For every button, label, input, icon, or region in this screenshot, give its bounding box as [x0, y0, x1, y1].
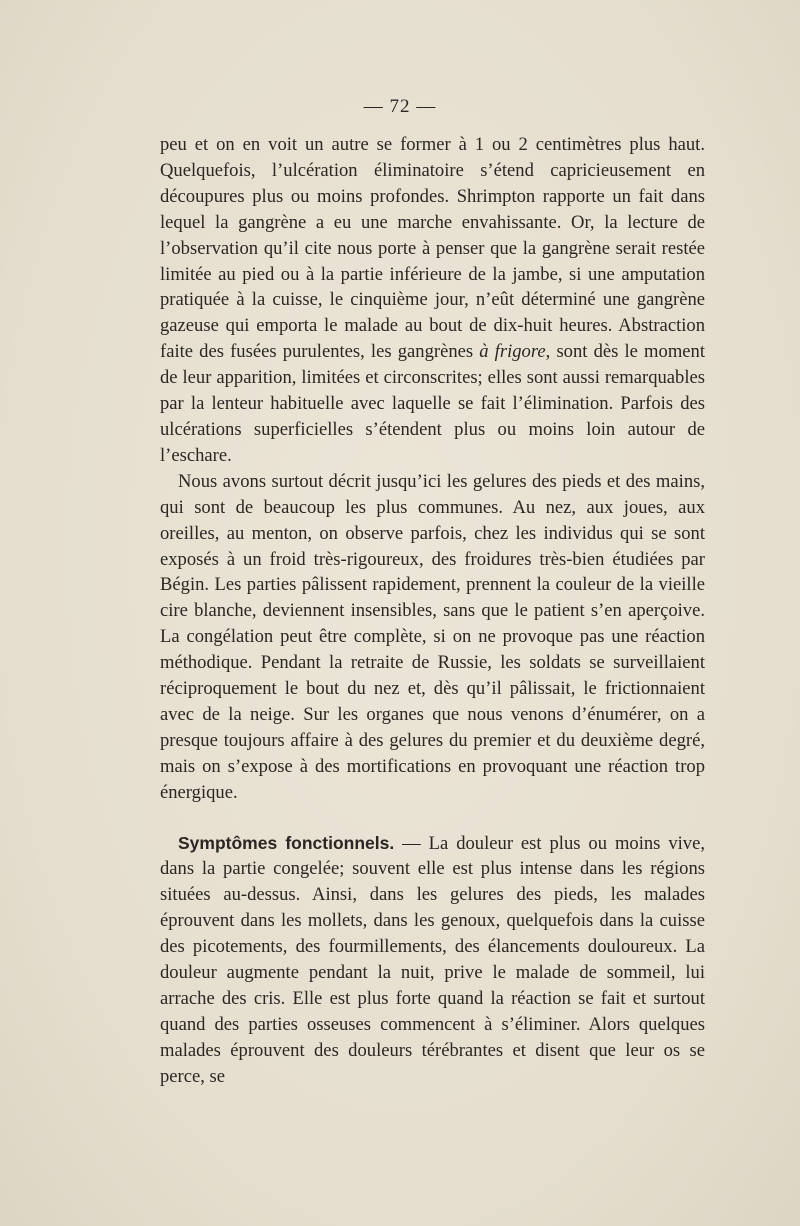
paragraph-face-gelures: Nous avons surtout décrit jusqu’ici les gelures des pieds et des mains, qui sont de beaucoup les plus communes. Au nez, aux joues, aux oreilles, au menton, on observe parfois, chez les individus qui se sont exposés à un froid très-rigoureux, des froidures très-bien étudiées par Bégin. Les parties pâlissent rapidement, prennent la couleur de la vieille cire blanche, deviennent insensibles, sans que le patient s’en aperçoive. La congélation peut être complète, si on ne provoque pas une réaction méthodique. Pendant la retraite de Russie, les soldats se surveillaient réciproquement le bout du nez et, dès qu’il pâlissait, le frictionnaient avec de la neige. Sur les organes que nous venons d’énumérer, on a presque toujours affaire à des gelures du premier et du deuxième degré, mais on s’expose à des mortifications en provoquant une réaction trop énergique.: [160, 470, 705, 803]
paragraph-gap: [160, 806, 705, 831]
page-body: [160, 132, 705, 1090]
section-body: — La douleur est plus ou moins vive, dans la partie congelée; souvent elle est plus intense dans les régions situées au-dessus. Ainsi, dans les gelures des pieds, les malades éprouvent dans les mollets, dans les genoux, quelquefois dans la cuisse des picotements, des fourmillements, des élancements douloureux. La douleur augmente pendant la nuit, prive le malade de sommeil, lui arrache des cris. Elle est plus forte quand la réaction se fait et surtout quand des parties osseuses commencent à s’éliminer. Alors quelques malades éprouvent des douleurs térébrantes et disent que leur os se perce, se: [160, 832, 705, 1087]
latin-term: à frigore: [479, 341, 546, 363]
paragraph-symptomes: [160, 831, 705, 1090]
page-number: — 72 —: [363, 96, 437, 117]
section-heading: Symptômes fonctionnels.: [178, 832, 395, 853]
paragraph-continuation: [160, 132, 705, 469]
paragraph-1-text-a: peu et on en voit un autre se former à 1 ou 2 centimètres plus haut. Quelquefois, l’ulcération éliminatoire s’étend capricieusement en découpures plus ou moins profondes. Shrimpton rapporte un fait dans lequel la gangrène a eu une marche envahissante. Or, la lecture de l’observation qu’il cite nous porte à penser que la gangrène serait restée limitée au pied ou à la partie inférieure de la jambe, si une amputation pratiquée à la cuisse, le cinquième jour, n’eût déterminé une gangrène gazeuse qui emporta le malade au bout de dix-huit heures. Abstraction faite des fusées purulentes, les gangrènes: [160, 134, 705, 363]
paragraph-1-text-b: , sont dès le moment de leur apparition, limitées et circonscrites; elles sont aussi remarquables par la lenteur habituelle avec laquelle se fait l’élimination. Parfois des ulcérations superficielles s’étendent plus ou moins loin autour de l’eschare.: [160, 341, 705, 466]
